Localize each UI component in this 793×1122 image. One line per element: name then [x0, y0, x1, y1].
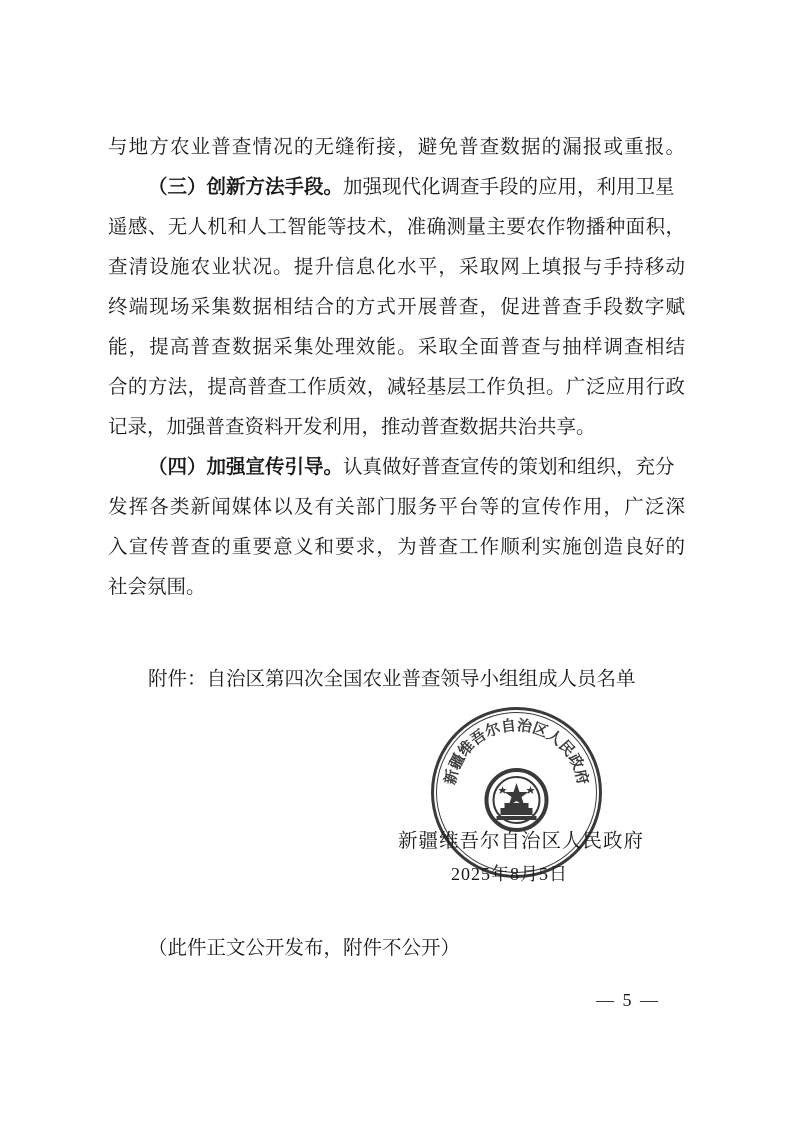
- body-line-2: [148, 175, 685, 199]
- body-line-12: 社会氛围。: [108, 575, 206, 598]
- body-line-9-text: 认真做好普查宣传的策划和组织，充分: [343, 455, 675, 478]
- body-line-4: 查清设施农业状况。提升信息化水平，采取网上填报与手持移动: [108, 255, 685, 278]
- attachment-line: 附件：自治区第四次全国农业普查领导小组组成人员名单: [148, 667, 636, 690]
- body-line-3: 遥感、无人机和人工智能等技术，准确测量主要农作物播种面积，: [108, 215, 685, 238]
- signature-date: 2025年8月5日: [451, 864, 568, 884]
- section-heading-4: （四）加强宣传引导。: [148, 455, 344, 478]
- body-line-8: 记录，加强普查资料开发利用，推动普查数据共治共享。: [108, 415, 596, 438]
- official-seal: [429, 705, 604, 880]
- page-number: — 5 —: [596, 990, 660, 1010]
- body-line-9: [148, 455, 685, 479]
- signature-organization: 新疆维吾尔自治区人民政府: [398, 829, 645, 852]
- body-line-1: 与地方农业普查情况的无缝衔接，避免普查数据的漏报或重报。: [108, 135, 685, 158]
- body-line-7: 合的方法，提高普查工作质效，减轻基层工作负担。广泛应用行政: [108, 375, 685, 398]
- body-line-5: 终端现场采集数据相结合的方式开展普查，促进普查手段数字赋: [108, 295, 685, 318]
- body-line-2-text: 加强现代化调查手段的应用，利用卫星: [343, 175, 675, 198]
- body-line-6: 能，提高普查数据采集处理效能。采取全面普查与抽样调查相结: [108, 335, 685, 358]
- seal-text: 新疆维吾尔自治区人民政府: [440, 716, 593, 787]
- national-emblem-icon: [487, 770, 547, 830]
- body-line-10: 发挥各类新闻媒体以及有关部门服务平台等的宣传作用，广泛深: [108, 495, 685, 518]
- body-line-11: 入宣传普查的重要意义和要求，为普查工作顺利实施创造良好的: [108, 535, 685, 558]
- publication-note: （此件正文公开发布，附件不公开）: [148, 936, 461, 959]
- section-heading-3: （三）创新方法手段。: [148, 175, 344, 198]
